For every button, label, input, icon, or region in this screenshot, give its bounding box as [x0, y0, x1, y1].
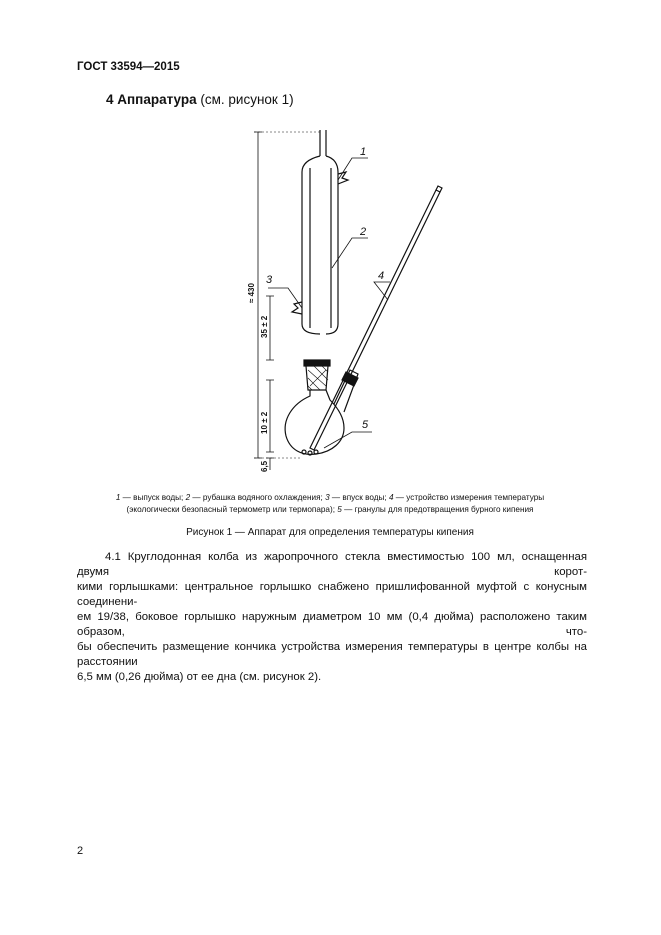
- inner-tube: [310, 168, 331, 328]
- apparatus-figure: [240, 128, 460, 473]
- leader-3: [268, 288, 302, 308]
- ground-joint: [304, 360, 330, 366]
- leader-5: [324, 432, 372, 448]
- legend-text: (экологически безопасный термометр или термопара);: [126, 505, 338, 514]
- paragraph-line: ем 19/38, боковое горлышко наружным диаметром 10 мм (0,4 дюйма) расположено таким образом, что-: [77, 611, 587, 638]
- legend-num: 2: [185, 493, 191, 502]
- page-number: 2: [77, 845, 84, 857]
- legend-text: — устройство измерения температуры: [393, 493, 545, 502]
- dimension-35: 35 ± 2: [260, 315, 269, 338]
- label-3: 3: [266, 274, 273, 286]
- paragraph-line: бы обеспечить размещение кончика устройства измерения температуры в центре колбы на расстоянии: [77, 641, 587, 668]
- legend-text: — выпуск воды;: [120, 493, 186, 502]
- legend-line-2: [80, 504, 580, 516]
- legend-text: — рубашка водяного охлаждения;: [190, 493, 326, 502]
- section-heading: 4 Аппаратура: [106, 92, 197, 107]
- label-2: 2: [360, 226, 367, 238]
- figure-caption: Рисунок 1 — Аппарат для определения температуры кипения: [186, 527, 474, 538]
- paragraph-4-1: [77, 550, 587, 685]
- thermometer: [310, 190, 440, 450]
- figure-legend: [80, 492, 580, 516]
- round-bottom-flask: [285, 390, 344, 454]
- legend-num: 3: [325, 493, 330, 502]
- legend-text: — впуск воды;: [329, 493, 389, 502]
- dimension-total: ≈ 430: [247, 283, 256, 303]
- paragraph-line: 4.1 Круглодонная колба из жаропрочного стекла вместимостью 100 мл, оснащенная двумя корот-: [77, 551, 587, 578]
- label-4: 4: [378, 270, 385, 282]
- legend-text: — гранулы для предотвращения бурного кипения: [341, 505, 534, 514]
- cooling-jacket-right: [326, 156, 338, 334]
- dimension-6-5: 6,5: [260, 460, 269, 472]
- section-title: [106, 92, 294, 107]
- label-1: 1: [360, 146, 367, 158]
- cooling-jacket-left: [302, 156, 320, 334]
- paragraph-line: 6,5 мм (0,26 дюйма) от ее дна (см. рисунок 2).: [77, 671, 322, 683]
- leader-2: [332, 238, 368, 268]
- legend-line-1: [80, 492, 580, 504]
- section-figure-reference: (см. рисунок 1): [200, 92, 294, 107]
- paragraph-line: кими горлышками: центральное горлышко снабжено пришлифованной муфтой с конусным соединени-: [77, 581, 587, 608]
- apparatus-drawing: [240, 128, 460, 473]
- leader-4: [374, 282, 390, 300]
- side-stopper: [342, 372, 358, 386]
- water-inlet-nozzle: [292, 302, 302, 314]
- standard-header: ГОСТ 33594—2015: [77, 61, 180, 73]
- label-5: 5: [362, 419, 369, 431]
- legend-num: 4: [388, 493, 394, 502]
- legend-num: 1: [115, 493, 121, 502]
- tube-top: [320, 130, 326, 156]
- dimension-10: 10 ± 2: [260, 411, 269, 434]
- legend-num: 5: [337, 505, 342, 514]
